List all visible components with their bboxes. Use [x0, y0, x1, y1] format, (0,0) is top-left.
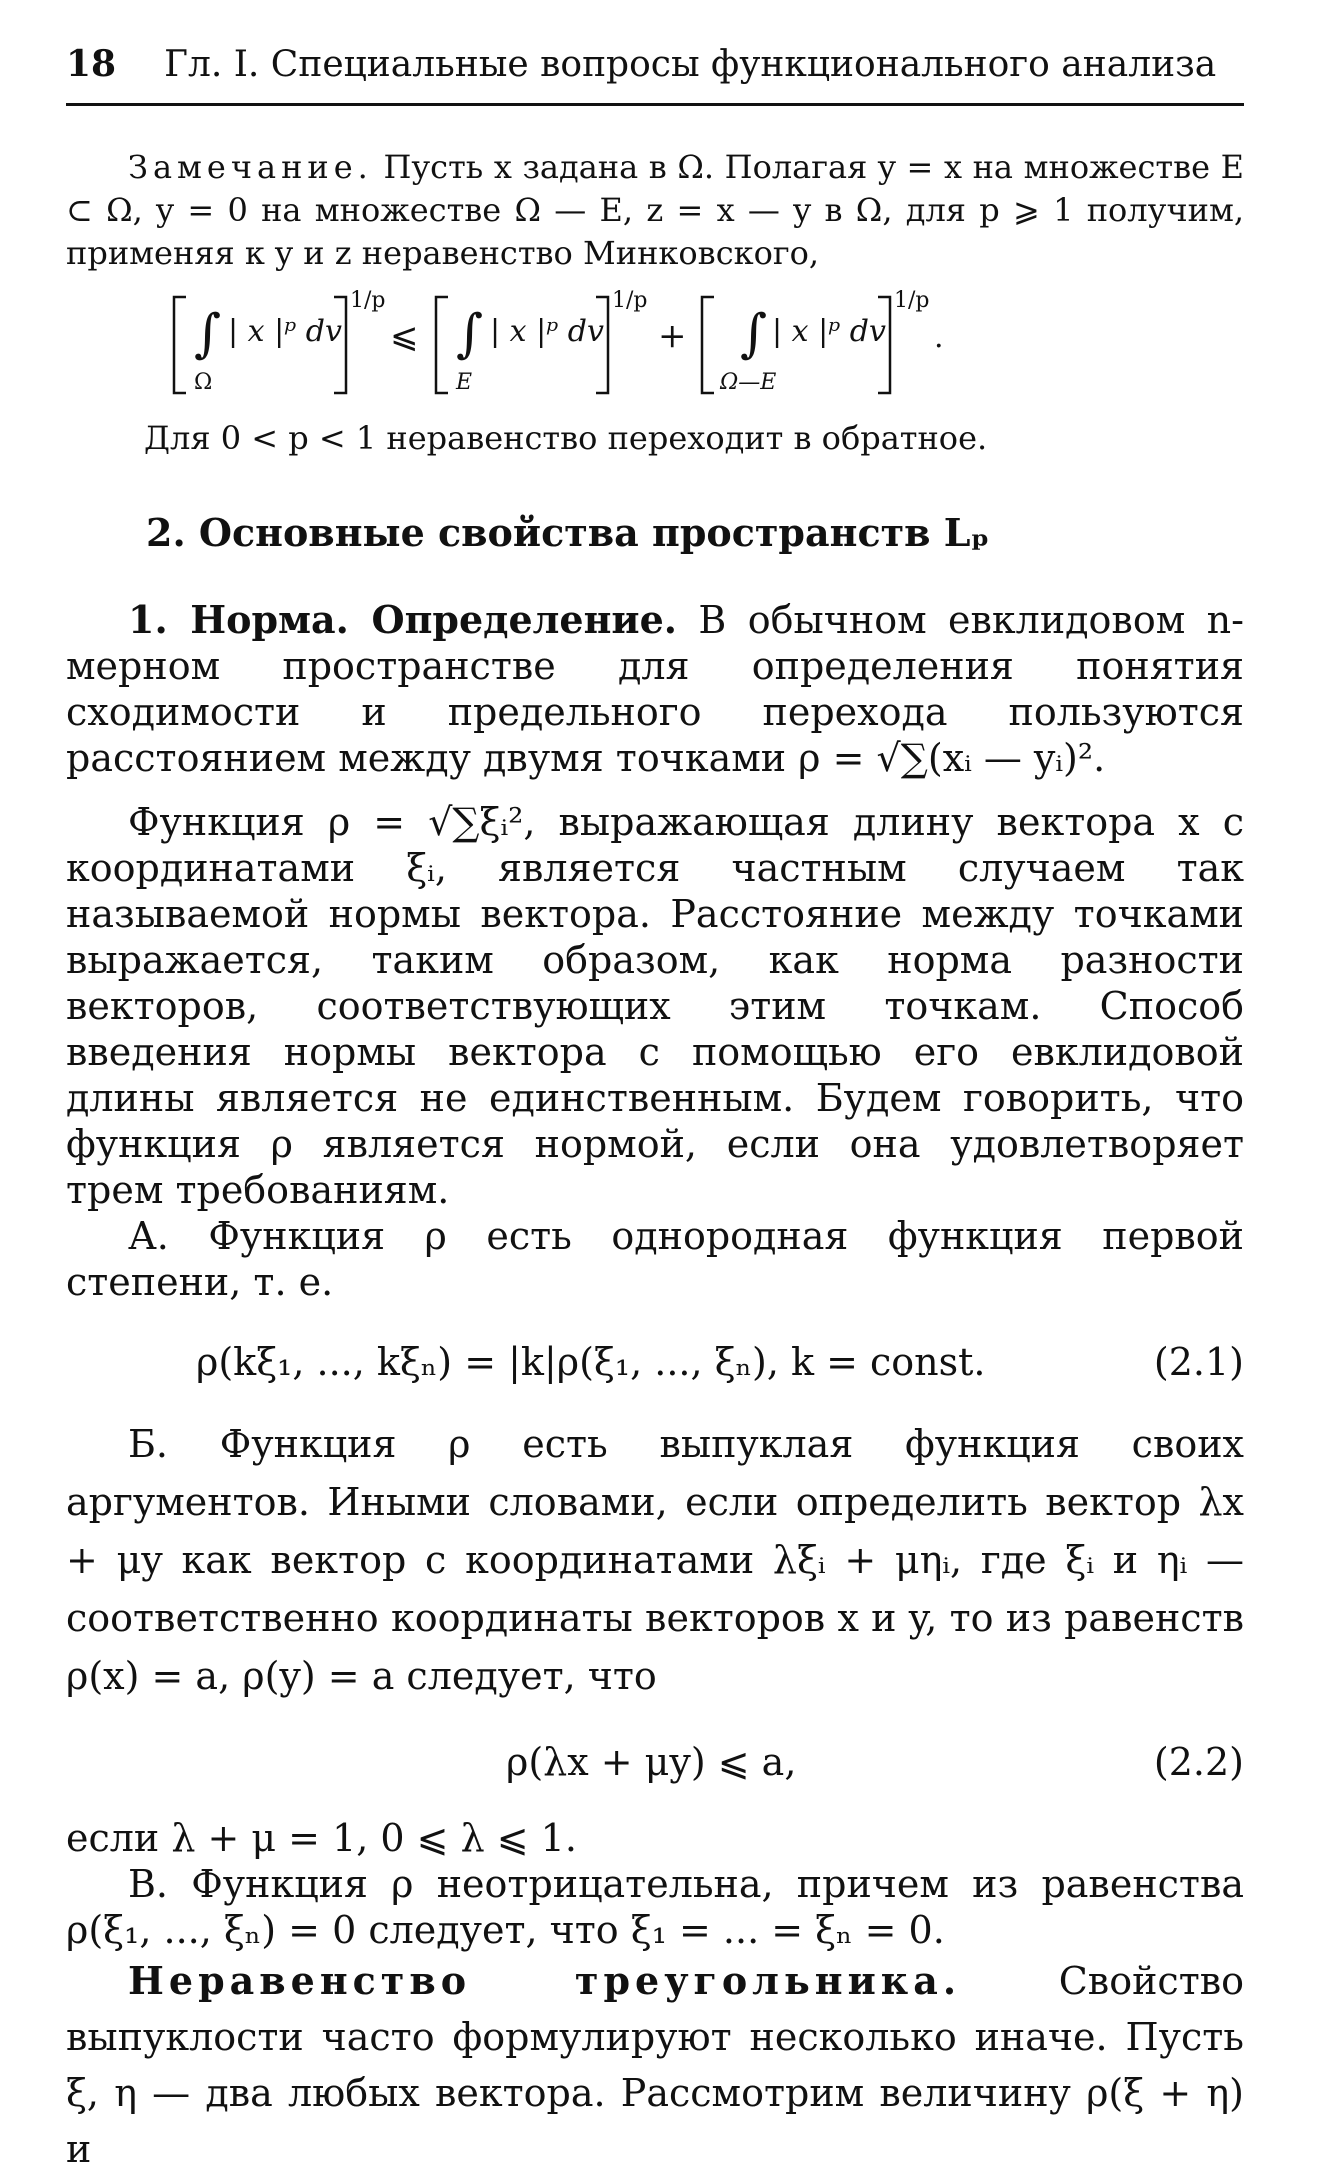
remark-paragraph — [66, 146, 1244, 275]
remark-text: Пусть x задана в Ω. Полагая y = x на множестве E ⊂ Ω, y = 0 на множестве Ω — E, z = x — y в Ω, для p ⩾ 1 получим, применяя к y и z неравенство Минковского, — [66, 148, 1244, 272]
equation-2-1 — [66, 1339, 1244, 1385]
running-header — [66, 40, 1244, 106]
exponent-3: 1/p — [894, 288, 930, 313]
domain-2: E — [456, 370, 473, 395]
chapter-title: Гл. I. Специальные вопросы функционального анализа — [164, 44, 1217, 85]
paragraph-requirement-a: А. Функция ρ есть однородная функция первой степени, т. е. — [66, 1214, 1244, 1304]
equation-2-2 — [66, 1739, 1244, 1785]
paragraph-norm-function: Функция ρ = √∑ξᵢ², выражающая длину вектора x с координатами ξᵢ, является частным случаем так называемой нормы вектора. Расстояние между точками выражается, таким образом, как норма разности векторов, соответствующих этим точкам. Способ введения нормы вектора с помощью его евклидовой длины является не единственным. Будем говорить, что функция ρ является нормой, если она удовлетворяет трем требованиям. — [66, 800, 1244, 1212]
equation-2-1-body: ρ(kξ₁, ..., kξₙ) = |k|ρ(ξ₁, ..., ξₙ), k = const. — [196, 1340, 986, 1384]
book-page — [66, 40, 1244, 2177]
triangle-text: Свойство выпуклости часто формулируют несколько иначе. Пусть ξ, η — два любых вектора. Рассмотрим величину ρ(ξ + η) и — [66, 1959, 1244, 2171]
integral-sign-1: ∫ — [194, 304, 222, 364]
minkowski-formula — [66, 285, 1244, 405]
remark-label: Замечание. — [128, 148, 373, 186]
integral-sign-2: ∫ — [456, 304, 484, 364]
norm-lead: 1. Норма. Определение. — [128, 597, 678, 642]
svg-text:+: + — [658, 316, 687, 356]
svg-text:.: . — [934, 320, 944, 355]
svg-text:⩽: ⩽ — [390, 316, 419, 356]
norm-text: В обычном евклидовом n-мерном пространстве для определения понятия сходимости и предельного перехода пользуются расстоянием между двумя точками ρ = √∑(xᵢ — yᵢ)². — [66, 598, 1244, 780]
integrand-3: | x |ᵖ dv — [772, 314, 886, 349]
minkowski-formula-svg — [66, 285, 1244, 405]
page-number: 18 — [66, 43, 117, 85]
paragraph-requirement-v: В. Функция ρ неотрицательна, причем из равенства ρ(ξ₁, ..., ξₙ) = 0 следует, что ξ₁ = ... = ξₙ = 0. — [66, 1862, 1244, 1952]
paragraph-triangle-inequality — [66, 1953, 1244, 2177]
paragraph-convexity-condition: если λ + μ = 1, 0 ⩽ λ ⩽ 1. — [66, 1816, 577, 1860]
remark-after: Для 0 < p < 1 неравенство переходит в обратное. — [144, 419, 988, 457]
domain-3: Ω—E — [720, 370, 777, 395]
equation-2-2-number: (2.2) — [1153, 1740, 1244, 1784]
equation-2-1-number: (2.1) — [1153, 1340, 1244, 1384]
domain-1: Ω — [194, 370, 213, 395]
paragraph-requirement-b: Б. Функция ρ есть выпуклая функция своих аргументов. Иными словами, если определить вектор λx + μy как вектор с координатами λξᵢ + μηᵢ, где ξᵢ и ηᵢ — соответственно координаты векторов x и y, то из равенств ρ(x) = a, ρ(y) = a следует, что — [66, 1422, 1244, 1698]
section-title: 2. Основные свойства пространств Lₚ — [146, 510, 990, 555]
exponent-2: 1/p — [612, 288, 648, 313]
paragraph-norm-definition — [66, 597, 1244, 781]
triangle-lead: Неравенство треугольника. — [128, 1958, 962, 2003]
integrand-2: | x |ᵖ dv — [490, 314, 604, 349]
integral-sign-3: ∫ — [740, 304, 768, 364]
exponent-1: 1/p — [350, 288, 386, 313]
integrand-1: | x |ᵖ dv — [228, 314, 342, 349]
equation-2-2-body: ρ(λx + μy) ⩽ a, — [506, 1740, 797, 1784]
